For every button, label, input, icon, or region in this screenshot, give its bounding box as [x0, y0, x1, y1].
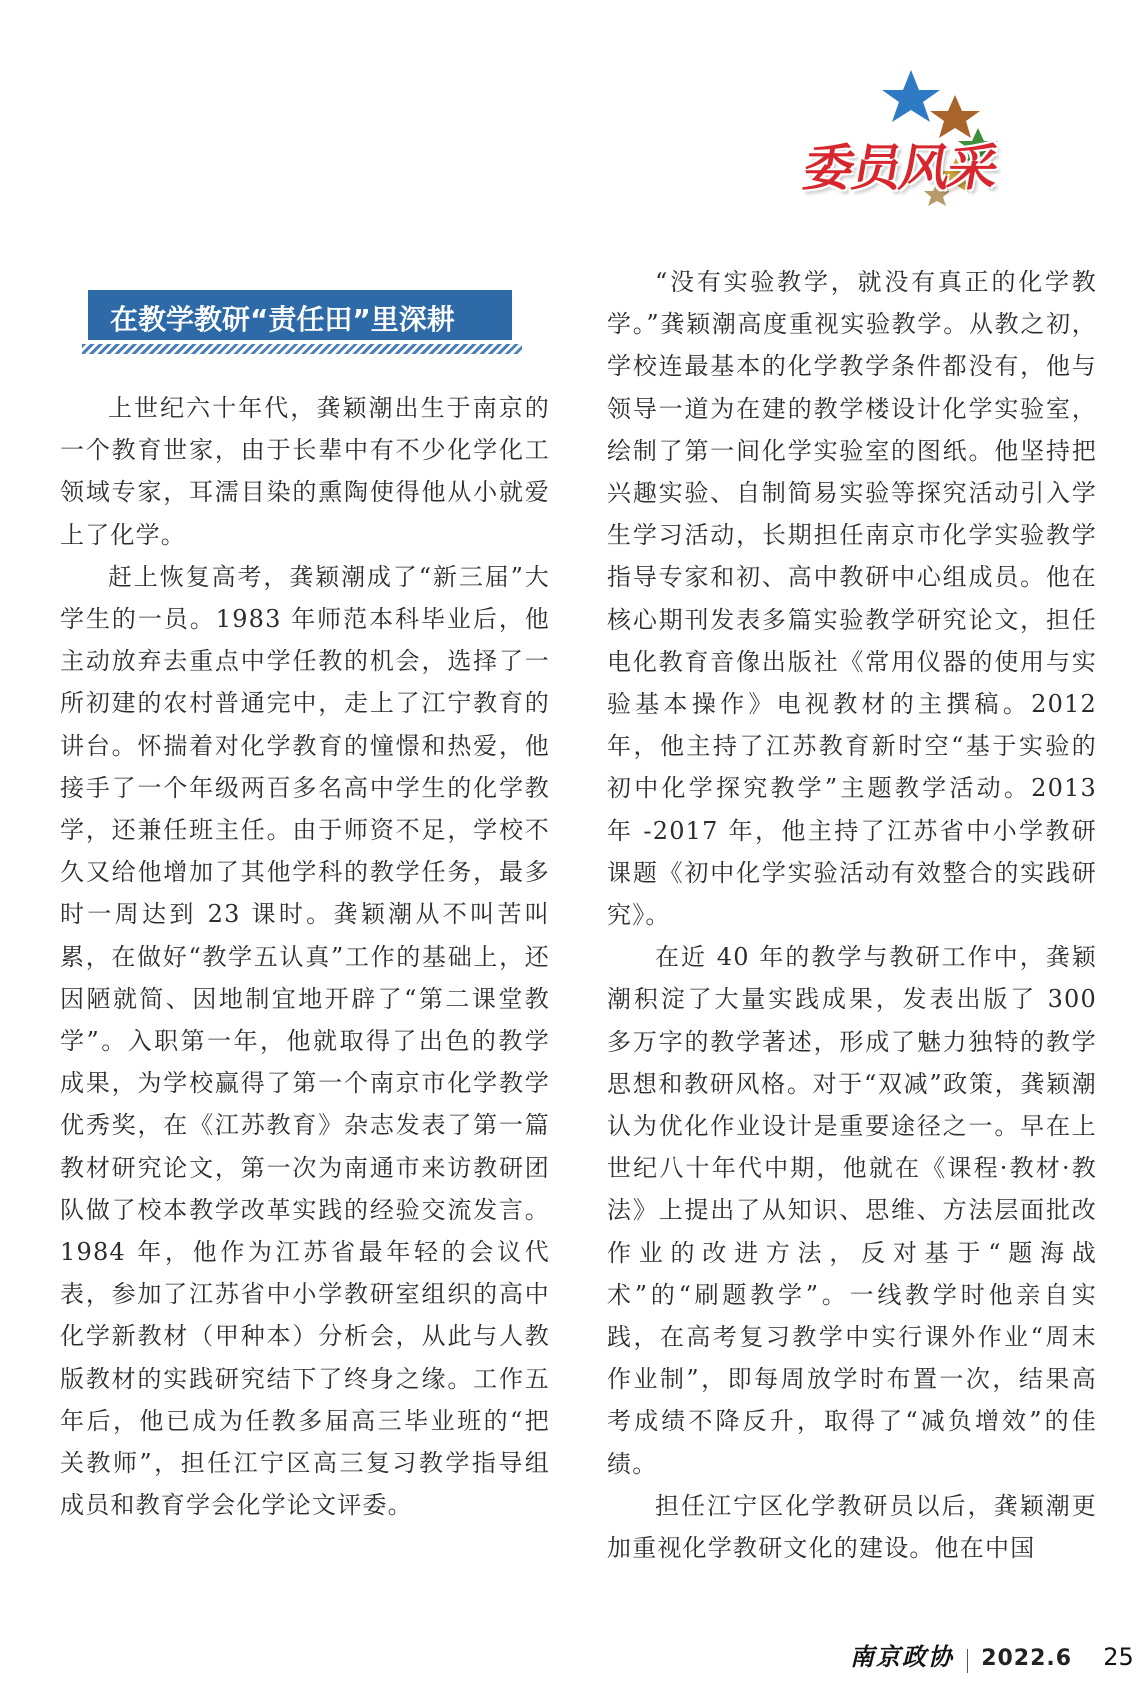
page-number: 25: [1103, 1643, 1134, 1671]
column-badge-title: 委员风采: [799, 139, 1002, 197]
paragraph: 赶上恢复高考，龚颖潮成了“新三届”大学生的一员。1983 年师范本科毕业后，他主动放弃去重点中学任教的机会，选择了一所初建的农村普通完中，走上了江宁教育的讲台。怀揣着对化学教育的憧憬和热爱，他接手了一个年级两百多名高中学生的化学教学，还兼任班主任。由于师资不足，学校不久又给他增加了其他学科的教学任务，最多时一周达到 23 课时。龚颖潮从不叫苦叫累，在做好“教学五认真”工作的基础上，还因陋就简、因地制宜地开辟了“第二课堂教学”。入职第一年，他就取得了出色的教学成果，为学校赢得了第一个南京市化学教学优秀奖，在《江苏教育》杂志发表了第一篇教材研究论文，第一次为南通市来访教研团队做了校本教学改革实践的经验交流发言。1984 年，他作为江苏省最年轻的会议代表，参加了江苏省中小学教研室组织的高中化学新教材（甲种本）分析会，从此与人教版教材的实践研究结下了终身之缘。工作五年后，他已成为任教多届高三毕业班的“把关教师”，担任江宁区高三复习教学指导组成员和教育学会化学论文评委。: [60, 562, 550, 1520]
left-column: [60, 387, 550, 1526]
section-heading-underline: [82, 344, 522, 354]
paragraph: “没有实验教学，就没有真正的化学教学。”龚颖潮高度重视实验教学。从教之初，学校连最基本的化学教学条件都没有，他与领导一道为在建的教学楼设计化学实验室，绘制了第一间化学实验室的图纸。他坚持把兴趣实验、自制简易实验等探究活动引入学生学习活动，长期担任南京市化学实验教学指导专家和初、高中教研中心组成员。他在核心期刊发表多篇实验教学研究论文，担任电化教育音像出版社《常用仪器的使用与实验基本操作》电视教材的主撰稿。2012 年，他主持了江苏教育新时空“基于实验的初中化学探究教学”主题教学活动。2013 年 -2017 年，他主持了江苏省中小学教研课题《初中化学实验活动有效整合的实践研究》。: [607, 268, 1097, 930]
footer-divider: [967, 1649, 968, 1673]
section-heading-block: [82, 290, 522, 354]
paragraph: 在近 40 年的教学与教研工作中，龚颖潮积淀了大量实践成果，发表出版了 300 多万字的教学著述，形成了魅力独特的教学思想和教研风格。对于“双减”政策，龚颖潮认为优化作业设计是重要途径之一。早在上世纪八十年代中期，他就在《课程·教材·教法》上提出了从知识、思维、方法层面批改作业的改进方法，反对基于“题海战术”的“刷题教学”。一线教学时他亲自实践，在高考复习教学中实行课外作业“周末作业制”，即每周放学时布置一次，结果高考成绩不降反升，取得了“减负增效”的佳绩。: [607, 943, 1097, 1478]
paragraph: 担任江宁区化学教研员以后，龚颖潮更加重视化学教研文化的建设。他在中国: [607, 1491, 1097, 1563]
section-heading: 在教学教研“责任田”里深耕: [110, 303, 455, 336]
star-blue-icon: [882, 70, 940, 122]
issue-number: 2022.6: [981, 1646, 1073, 1671]
right-column: [607, 261, 1097, 1569]
paragraph: 上世纪六十年代，龚颖潮出生于南京的一个教育世家，由于长辈中有不少化学化工领域专家，耳濡目染的熏陶使得他从小就爱上了化学。: [60, 394, 550, 549]
page-footer: [850, 1637, 1134, 1673]
magazine-logo: 南京政协: [850, 1642, 954, 1671]
